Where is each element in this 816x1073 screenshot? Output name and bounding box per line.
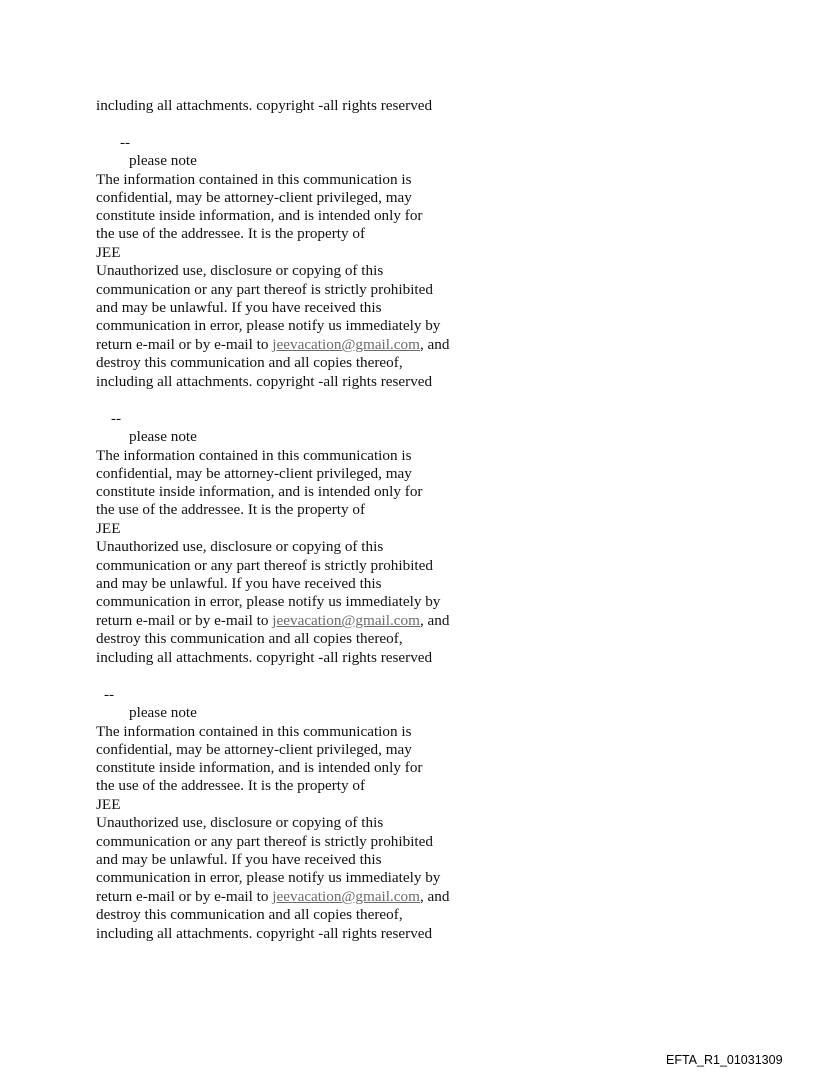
disclaimer-line: Unauthorized use, disclosure or copying of this <box>96 262 384 279</box>
disclaimer-line: constitute inside information, and is intended only for <box>96 483 423 500</box>
disclaimer-line: including all attachments. copyright -all rights reserved <box>96 649 433 666</box>
disclaimer-line: The information contained in this communication is <box>96 723 412 740</box>
disclaimer-line: communication in error, please notify us immediately by <box>96 593 441 610</box>
disclaimer-line: communication or any part thereof is strictly prohibited <box>96 281 433 298</box>
email-prefix: return e-mail or by e-mail to <box>96 612 273 629</box>
email-suffix: , and <box>419 612 450 629</box>
disclaimer-line: the use of the addressee. It is the property of <box>96 225 366 242</box>
document-id-footer: EFTA_R1_01031309 <box>666 1053 783 1067</box>
email-suffix: , and <box>419 336 450 353</box>
email-line <box>96 336 449 354</box>
disclaimer-line: The information contained in this communication is <box>96 171 412 188</box>
email-link[interactable]: jeevacation@gmail.com <box>272 336 420 353</box>
separator-dashes: -- <box>120 134 131 151</box>
separator-dashes: -- <box>111 410 122 427</box>
top-copyright-line: including all attachments. copyright -all rights reserved <box>96 97 433 114</box>
disclaimer-line: Unauthorized use, disclosure or copying of this <box>96 538 384 555</box>
disclaimer-line: including all attachments. copyright -all rights reserved <box>96 373 433 390</box>
disclaimer-line: confidential, may be attorney-client privileged, may <box>96 741 412 758</box>
disclaimer-line: Unauthorized use, disclosure or copying of this <box>96 814 384 831</box>
email-link[interactable]: jeevacation@gmail.com <box>272 612 420 629</box>
disclaimer-line: JEE <box>96 244 121 261</box>
disclaimer-line: The information contained in this communication is <box>96 447 412 464</box>
separator-dashes: -- <box>104 686 115 703</box>
disclaimer-line: communication in error, please notify us immediately by <box>96 317 441 334</box>
disclaimer-line: confidential, may be attorney-client privileged, may <box>96 465 412 482</box>
disclaimer-line: including all attachments. copyright -all rights reserved <box>96 925 433 942</box>
email-prefix: return e-mail or by e-mail to <box>96 888 273 905</box>
disclaimer-line: confidential, may be attorney-client privileged, may <box>96 189 412 206</box>
disclaimer-line: and may be unlawful. If you have received this <box>96 299 382 316</box>
disclaimer-line: destroy this communication and all copies thereof, <box>96 354 403 371</box>
please-note-heading: please note <box>129 704 197 721</box>
disclaimer-line: and may be unlawful. If you have received this <box>96 851 382 868</box>
email-link[interactable]: jeevacation@gmail.com <box>272 888 420 905</box>
disclaimer-line: constitute inside information, and is intended only for <box>96 759 423 776</box>
please-note-heading: please note <box>129 428 197 445</box>
disclaimer-line: communication in error, please notify us immediately by <box>96 869 441 886</box>
disclaimer-line: destroy this communication and all copies thereof, <box>96 906 403 923</box>
disclaimer-line: and may be unlawful. If you have received this <box>96 575 382 592</box>
disclaimer-line: JEE <box>96 520 121 537</box>
email-line <box>96 888 449 906</box>
disclaimer-line: destroy this communication and all copies thereof, <box>96 630 403 647</box>
email-prefix: return e-mail or by e-mail to <box>96 336 273 353</box>
email-suffix: , and <box>419 888 450 905</box>
email-line <box>96 612 449 630</box>
disclaimer-line: communication or any part thereof is strictly prohibited <box>96 557 433 574</box>
please-note-heading: please note <box>129 152 197 169</box>
disclaimer-line: constitute inside information, and is intended only for <box>96 207 423 224</box>
disclaimer-line: the use of the addressee. It is the property of <box>96 777 366 794</box>
disclaimer-line: communication or any part thereof is strictly prohibited <box>96 833 433 850</box>
disclaimer-line: JEE <box>96 796 121 813</box>
disclaimer-line: the use of the addressee. It is the property of <box>96 501 366 518</box>
